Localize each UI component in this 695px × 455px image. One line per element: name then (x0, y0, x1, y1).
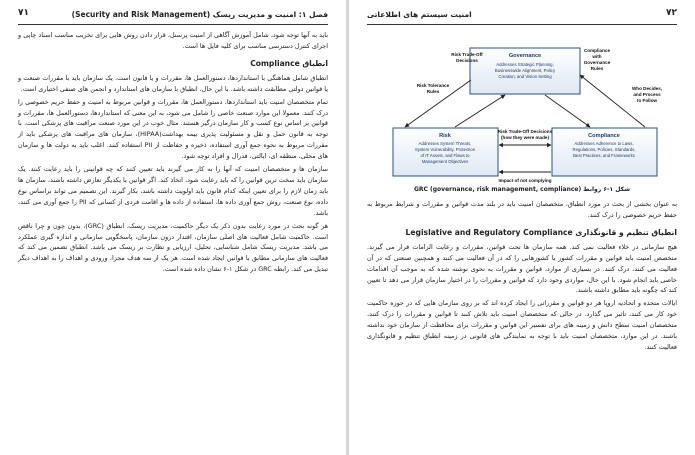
governance-box (470, 48, 580, 94)
left-page-header-title: فصل ۱: امنیت و مدیریت ریسک (Security and Risk Management) (71, 10, 328, 19)
compliance-governance-label: Compliance (583, 48, 611, 53)
grc-figure (375, 40, 675, 186)
right-page-number: ۷۲ (666, 8, 677, 18)
risk-tradeoff-label: Risk Trade-Off (451, 52, 483, 57)
right-page (349, 0, 695, 455)
risk-tradeoff-label: Decisions (456, 58, 478, 63)
risk-tradeoff-up-arrow (455, 95, 505, 127)
impact-label: Impact of not complying (498, 178, 552, 183)
compliance-governance-label: Governance (583, 60, 611, 65)
figure-caption: شکل ۱-۶ روابط GRC (governance, risk management, compliance) (413, 186, 631, 193)
compliance-governance-label: with (592, 54, 602, 59)
risk-line: System Vulnerability, Protection (414, 147, 476, 152)
compliance-title: Compliance (588, 133, 620, 139)
grc-diagram (375, 40, 675, 186)
right-after-figure-paragraph: به عنوان بخشی از بحث در مورد انطباق، متخصصان امنیت باید در بلند مدت قوانین و مقررات و شرایط مربوط به حفظ حریم خصوصی را درک کنند. (367, 200, 677, 219)
right-page-header-title: امنیت سیستم های اطلاعاتی (367, 10, 472, 19)
who-decides-label: and Process (633, 92, 661, 97)
left-intro-paragraph: باید به آنها توجه شود، شامل آموزش آگاهی از امنیت پرسنل، قرار دادن روش هایی برای تخریب مناسب اسناد چاپی و اجرای کنترل دسترسی مناسب برای کلیه فایل ها است. (18, 31, 328, 50)
governance-line: Businesswide Alignment, Policy (494, 68, 556, 73)
compliance-line: Best Practices, and Frameworks (573, 153, 635, 158)
compliance-governance-label: Rules (590, 66, 604, 71)
left-page-body (18, 30, 328, 277)
compliance-governance-arrow (545, 95, 590, 127)
governance-line: Addresses Strategic Planning, (496, 62, 554, 67)
who-decides-label: to Follow (636, 98, 658, 103)
left-paragraph: انطباق شامل هماهنگی با استانداردها، دستورالعمل ها، مقررات و یا قانون است. یک سازمان باید با مقررات صنعت و یا قوانین دولتی مطابقت داشته باشد. با این حال، انطباق با سازمان های استاندارد و انجمن های صنفی اختیاری است. (18, 73, 328, 93)
left-paragraph: سازمان ها و متخصصان امنیت که آنها را به کار می گیرند باید تعیین کنند که چه قوانینی را باید رعایت کنند. یک سازمان باید سخت ترین قوانین را که باید رعایت شود، اتخاذ کند. اگر قوانین با یکدیگر تعارض داشته باشند، سازمان ها باید زمان لازم را برای تعیین اینکه کدام قانون باید اولویت داشته باشد، بکار گیرند. این تصمیم می تواند براساس نوع داده، نوع صنعت، روش جمع آوری داده ها، استفاده از داده ها و اقامت فردی از کسانی که PII را جمع آوری می کنند، باشد. (18, 165, 328, 217)
risk-line: Addresses System Threats, (418, 141, 472, 146)
compliance-line: Regulations, Policies, Standards, (572, 147, 636, 152)
right-page-body (367, 199, 677, 355)
legislative-compliance-heading: انطباق تنظیم و قانونگذاری Legislative and Regulatory Compliance (405, 227, 677, 237)
risk-tradeoff-mid-label: Risk Trade-Off Decisions (497, 129, 553, 134)
compliance-line: Addresses Adherence to Laws, (574, 141, 634, 146)
compliance-heading: انطباق Compliance (250, 58, 328, 68)
governance-line: Creation, and Vision Setting (498, 74, 552, 79)
governance-title: Governance (508, 53, 542, 59)
left-page-header (18, 8, 328, 25)
who-decides-label: Who Decides, (631, 86, 663, 91)
risk-box (393, 128, 498, 176)
right-paragraph: ایالات متحده و اتحادیه اروپا هر دو قوانین و مقرراتی را ایجاد کرده اند که بر روی سازمان هایی که در حوزه حاکمیت خود کار می کنند، تاثیر می گذارد. در حالی که متخصصان امنیت باید تلاش کنند تا قوانین و مقررات را درک کنند، متخصصان امنیت سطح دانش و زمینه های برای تفسیر این قوانین و مقررات برای محافظت از سازمان خود نداشته باشند. در این موارد، متخصصان امنیت باید با توجه به نمایندگی های قانونی در زمینه انطباق تنظیم و قانونگذاری فعالیت کنند. (367, 299, 677, 351)
right-paragraph: هیچ سازمانی در خلاء فعالیت نمی کند. همه سازمان ها تحت قوانین، مقررات و رعایت الزامات قرار می گیرند. متخصص امنیت باید قوانین و مقررات کشور یا کشورهایی را که در آن فعالیت می کنند و همچنین صنعتی که در آن فعالیت می کنند، درک کنند. در بسیاری از موارد، قوانین و مقررات به نحوی نوشته شده که به موجب آن اقدامات خاصی باید انجام شود. با این حال، مواردی وجود دارد که قوانین و مقررات را در اختیار سازمان قرار می دهد تا تعیین کند که چگونه باید مطابق داشته باشند. (367, 242, 677, 295)
left-paragraph: هر گونه بحث در مورد رعایت بدون ذکر یک دیگر حاکمیت، مدیریت ریسک، انطباق (GRC)، بدون چون و چرا ناقص است. حاکمیت شامل فعالیت های اصلی سازمان، اقتدار درون سازمان، پاسخگویی سازمانی و اندازه گیری عملکرد می باشد. مدیریت ریسک شامل شناسایی، تحلیل، ارزیابی و نظارت بر ریسک می باشد. انطباق تضمین می کند که فعالیت های سازمانی مطابق با قوانین ایجاد شده است. هر یک از سه هدف مجزا، ورودی و اهداف را به اهداف دیگر تبدیل می کند. رابطه GRC در شکل ۱-۶ نشان داده شده است. (18, 221, 328, 274)
left-page (0, 0, 346, 455)
left-page-number: ۷۱ (18, 8, 29, 18)
compliance-box (552, 128, 657, 176)
risk-line: of IT Assets, and Flaws to (420, 153, 470, 158)
risk-tolerance-label: Rules (426, 89, 440, 94)
left-paragraph: تمام متخصصان امنیت باید استانداردها، دستورالعمل ها، مقررات و قوانین مربوط به امنیت و حفظ حریم خصوصی را درک کنند. معمولا این موارد صنعت خاصی را شامل می شود، به این معنی که استانداردها، دستورالعمل ها، مقررات و قوانین بر اساس نوع کسب و کار سازمان درگیر هستند. مثال خوب در این مورد صنعت مراقبت های پزشکی است. با توجه به قانون حمل و نقل و مسئولیت پذیری بیمه بهداشت(HIPAA)، سازمان های مراقبت های پزشکی باید از مقررات مربوط به نحوه جمع آوری استفاده، ذخیره و حفاظت از PII استفاده کنند. اغلب باید به دولت ها و سازمان های محلی، منطقه ای، ایالتی، فدرال و افراد توجه شود. (18, 97, 328, 161)
risk-line: Management Objectives (421, 159, 469, 164)
risk-title: Risk (439, 133, 451, 139)
risk-tradeoff-mid-label: (how they were made) (501, 135, 549, 140)
who-decides-arrow (580, 75, 645, 127)
risk-tolerance-label: Risk Tolerance (416, 83, 450, 88)
right-page-header (367, 8, 677, 25)
